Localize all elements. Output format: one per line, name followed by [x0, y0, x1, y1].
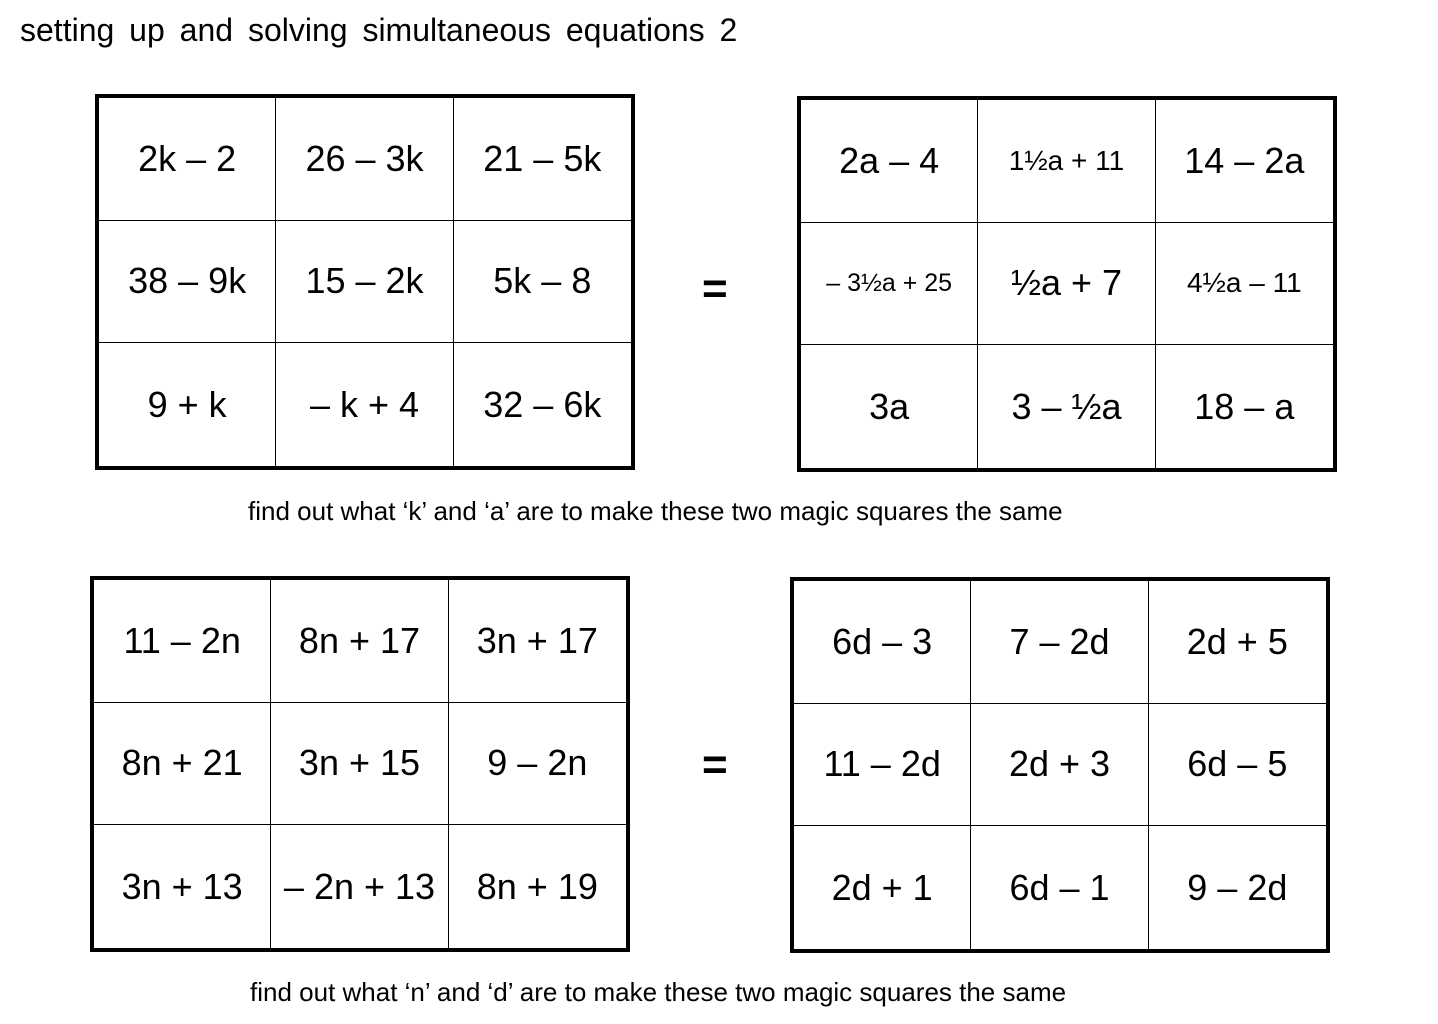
square-cell: 8n + 21	[94, 703, 271, 826]
square-cell: 1½a + 11	[978, 100, 1155, 223]
square-cell: 7 – 2d	[971, 581, 1148, 704]
square-cell: 5k – 8	[454, 221, 631, 344]
square-cell: 9 + k	[99, 343, 276, 466]
square-cell: 18 – a	[1194, 385, 1295, 427]
square-cell: 6d – 3	[794, 581, 971, 704]
square-cell: 2d + 1	[794, 826, 971, 949]
square-cell: – k + 4	[276, 343, 453, 466]
square-cell: 3a	[801, 345, 978, 468]
square-cell: 38 – 9k	[99, 221, 276, 344]
square-cell: 32 – 6k	[483, 383, 602, 425]
square-cell: ½a + 7	[978, 223, 1155, 346]
equals-sign: =	[702, 264, 728, 313]
square-cell: 3n + 17	[449, 580, 626, 703]
square-cell: – 3½a + 25	[801, 223, 978, 346]
square-cell: 8n + 19	[476, 865, 598, 907]
magic-square-n	[90, 576, 630, 952]
magic-square-k	[95, 94, 635, 470]
instruction-text: find out what ‘k’ and ‘a’ are to make these two magic squares the same	[248, 496, 1063, 526]
square-cell: 2a – 4	[801, 100, 978, 223]
equals-sign: =	[702, 740, 728, 789]
square-cell: 9 – 2d	[1187, 866, 1288, 908]
square-cell: 6d – 5	[1149, 704, 1326, 827]
square-cell: 26 – 3k	[276, 98, 453, 221]
square-cell: 3 – ½a	[978, 345, 1155, 468]
square-cell: 21 – 5k	[454, 98, 631, 221]
magic-square-d	[790, 577, 1330, 953]
square-cell: 4½a – 11	[1156, 223, 1333, 346]
square-cell: 6d – 1	[971, 826, 1148, 949]
instruction-text: find out what ‘n’ and ‘d’ are to make these two magic squares the same	[250, 977, 1067, 1007]
square-cell: – 2n + 13	[271, 825, 448, 948]
square-cell: 14 – 2a	[1156, 100, 1333, 223]
square-cell: 9 – 2n	[449, 703, 626, 826]
square-cell: 8n + 17	[271, 580, 448, 703]
square-cell: 3n + 13	[94, 825, 271, 948]
page-title: setting up and solving simultaneous equations 2	[20, 12, 738, 48]
square-cell: 3n + 15	[271, 703, 448, 826]
square-cell: 2d + 5	[1149, 581, 1326, 704]
square-cell: 2d + 3	[971, 704, 1148, 827]
square-cell: 15 – 2k	[276, 221, 453, 344]
square-cell: 2k – 2	[99, 98, 276, 221]
magic-square-a	[797, 96, 1337, 472]
square-cell: 11 – 2n	[94, 580, 271, 703]
square-cell: 11 – 2d	[794, 704, 971, 827]
